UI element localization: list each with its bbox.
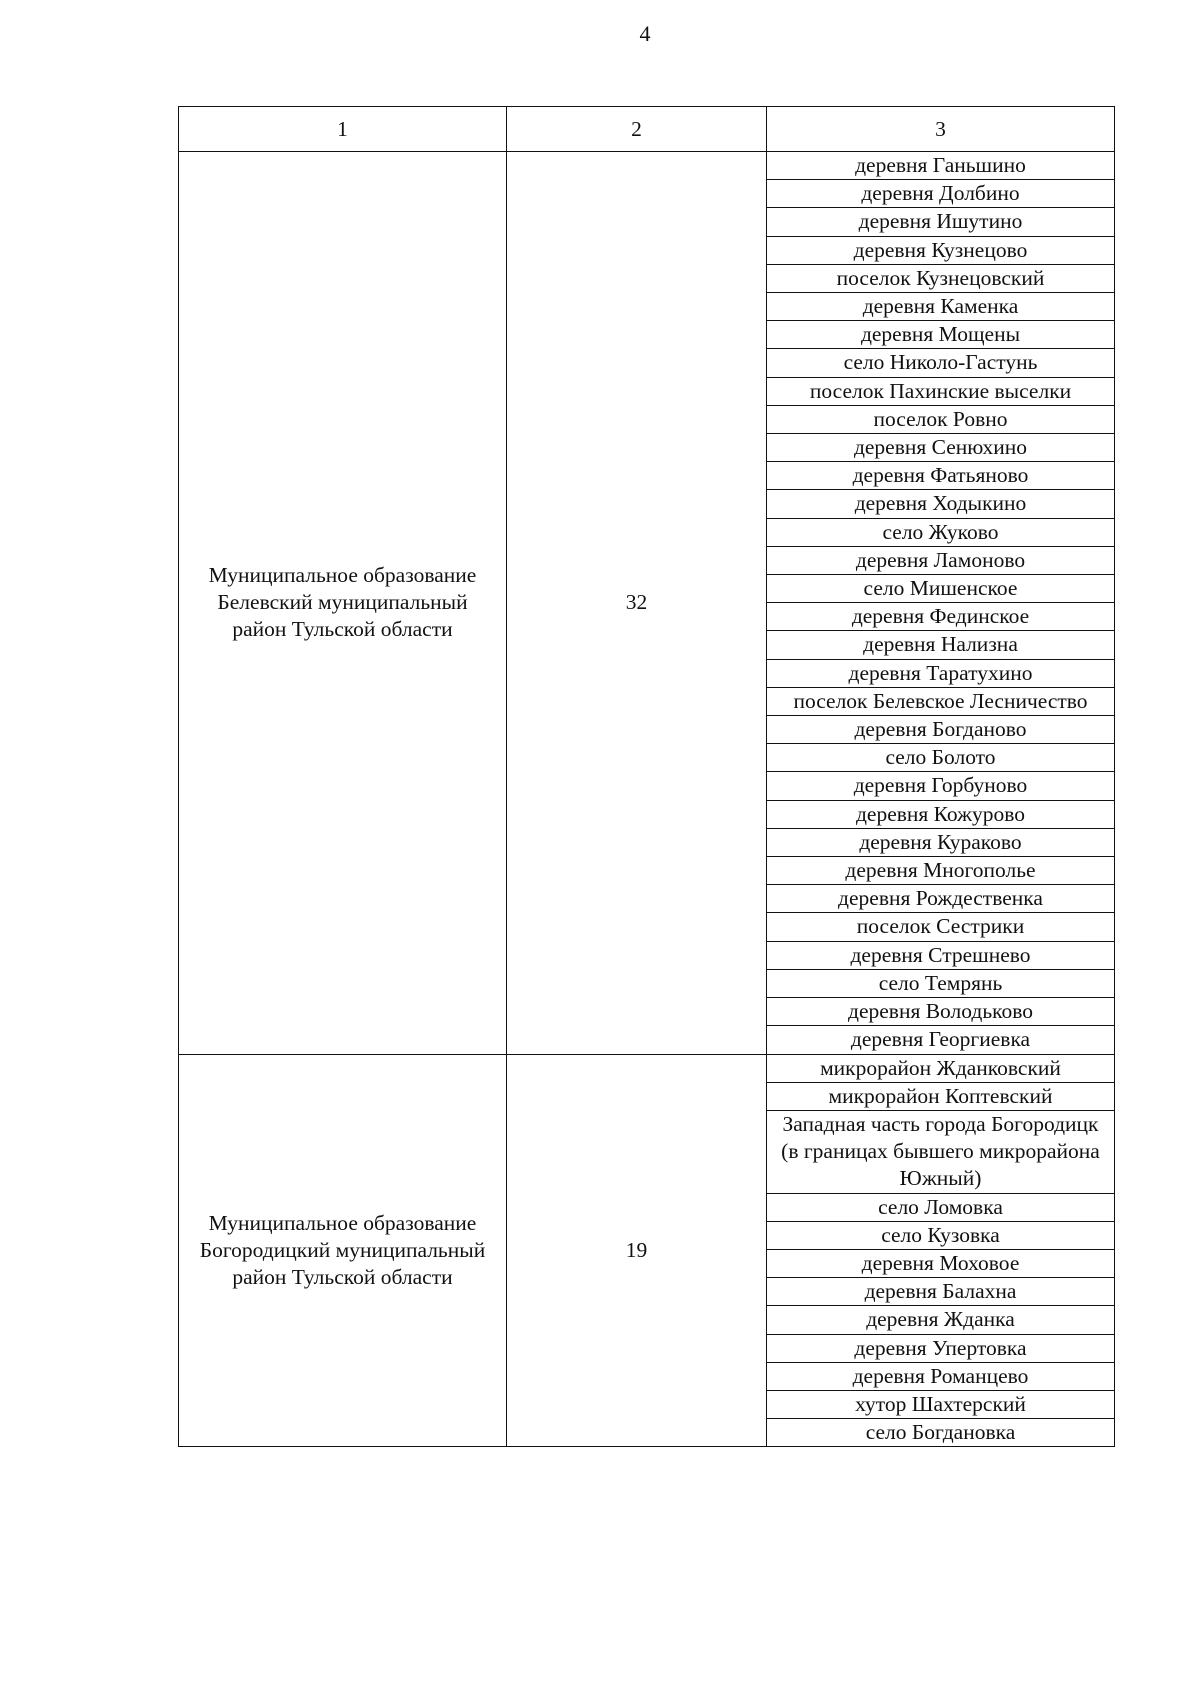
settlement-name: деревня Ходыкино: [854, 491, 1027, 516]
settlement-name: деревня Долбино: [861, 181, 1020, 206]
settlement-cell: [767, 434, 1115, 462]
settlement-name: деревня Сенюхино: [853, 435, 1028, 460]
page-number: 4: [639, 21, 651, 46]
settlement-cell: [767, 941, 1115, 969]
settlement-name: поселок Кузнецовский: [836, 265, 1045, 290]
settlement-cell: [767, 490, 1115, 518]
settlement-cell: [767, 998, 1115, 1026]
settlement-cell: [767, 1221, 1115, 1249]
settlement-cell: [767, 716, 1115, 744]
settlement-cell: [767, 377, 1115, 405]
settlement-name: село Ломовка: [878, 1194, 1003, 1219]
settlement-name: деревня Богданово: [854, 717, 1027, 742]
settlement-name: деревня Таратухино: [848, 660, 1033, 685]
settlement-count: 32: [507, 152, 767, 1055]
settlement-cell: [767, 208, 1115, 236]
settlement-cell: [767, 885, 1115, 913]
settlement-cell: [767, 349, 1115, 377]
header-col-2: 2: [507, 107, 767, 152]
settlement-cell: [767, 969, 1115, 997]
settlement-name: деревня Ламоново: [855, 547, 1026, 572]
settlement-name: деревня Моховое: [861, 1250, 1020, 1275]
settlement-name: деревня Многополье: [845, 858, 1036, 883]
settlement-name: деревня Кузнецово: [853, 237, 1028, 262]
settlement-cell: [767, 321, 1115, 349]
settlement-name: деревня Кураково: [859, 829, 1022, 854]
settlement-cell: [767, 800, 1115, 828]
settlement-name: деревня Фединское: [851, 604, 1030, 629]
settlement-name: деревня Нализна: [863, 632, 1018, 657]
settlement-name: деревня Упертовка: [854, 1335, 1027, 1360]
settlement-name: село Кузовка: [881, 1222, 1000, 1247]
settlement-name: деревня Ишутино: [858, 209, 1023, 234]
settlement-cell: [767, 913, 1115, 941]
settlement-cell: [767, 1390, 1115, 1418]
settlement-cell: [767, 518, 1115, 546]
settlement-count: 19: [507, 1054, 767, 1447]
settlement-name: село Николо-Гастунь: [843, 350, 1038, 375]
settlement-cell: [767, 180, 1115, 208]
settlement-cell: [767, 659, 1115, 687]
settlement-name: село Богдановка: [865, 1420, 1016, 1445]
settlement-cell: [767, 1278, 1115, 1306]
settlement-cell: [767, 1082, 1115, 1110]
table-body: [179, 107, 1115, 1447]
settlements-table: [178, 106, 1115, 1447]
settlement-cell: [767, 1193, 1115, 1221]
settlement-cell: [767, 1054, 1115, 1082]
settlement-name: поселок Белевское Лесничество: [793, 688, 1088, 713]
settlement-name: деревня Володьково: [848, 999, 1033, 1024]
settlement-cell: [767, 293, 1115, 321]
settlement-cell: [767, 1362, 1115, 1390]
settlement-cell: [767, 828, 1115, 856]
settlement-cell: [767, 687, 1115, 715]
settlement-cell: [767, 546, 1115, 574]
settlement-name: поселок Сестрики: [856, 914, 1025, 939]
settlement-cell: [767, 603, 1115, 631]
settlement-name: деревня Кожурово: [855, 801, 1026, 826]
settlement-cell: [767, 1419, 1115, 1447]
settlement-name: деревня Романцево: [852, 1363, 1029, 1388]
settlement-name: деревня Ганьшино: [855, 153, 1026, 177]
settlement-name: село Жуково: [882, 519, 999, 544]
header-col-1: 1: [179, 107, 507, 152]
settlement-name: микрорайон Жданковский: [820, 1055, 1061, 1080]
settlement-cell: [767, 631, 1115, 659]
table-header-row: [179, 107, 1115, 152]
settlement-name: деревня Каменка: [862, 294, 1019, 319]
settlement-name: деревня Стрешнево: [850, 942, 1031, 967]
settlement-name: деревня Горбуново: [853, 773, 1028, 798]
header-col-3: 3: [767, 107, 1115, 152]
settlement-cell: [767, 1249, 1115, 1277]
municipality-name: Муниципальное образование Белевский муниципальный район Тульской области: [179, 152, 507, 1055]
settlement-cell: [767, 1306, 1115, 1334]
settlement-cell: [767, 264, 1115, 292]
settlement-name: деревня Жданка: [866, 1307, 1015, 1332]
settlement-name: хутор Шахтерский: [855, 1391, 1026, 1416]
settlement-cell: [767, 405, 1115, 433]
settlement-name: поселок Пахинские выселки: [809, 378, 1072, 403]
settlement-cell: [767, 462, 1115, 490]
settlement-name: деревня Георгиевка: [850, 1027, 1031, 1052]
settlement-name: село Болото: [885, 745, 996, 770]
settlement-cell: [767, 1110, 1115, 1193]
settlement-cell: [767, 772, 1115, 800]
settlement-cell: [767, 857, 1115, 885]
settlement-name: поселок Ровно: [873, 406, 1008, 431]
settlement-cell: [767, 1026, 1115, 1054]
settlement-name: микрорайон Коптевский: [828, 1083, 1053, 1108]
municipality-name: Муниципальное образование Богородицкий муниципальный район Тульской области: [179, 1054, 507, 1447]
settlement-name: Западная часть города Богородицк (в границах бывшего микрорайона Южный): [781, 1111, 1100, 1191]
settlement-cell: [767, 1334, 1115, 1362]
settlement-name: деревня Фатьяново: [852, 463, 1029, 488]
settlement-name: деревня Рождественка: [838, 886, 1043, 911]
settlement-name: деревня Мощены: [860, 322, 1021, 347]
table-row: [179, 1054, 1115, 1082]
settlement-name: деревня Балахна: [864, 1279, 1017, 1304]
settlement-name: село Темрянь: [878, 970, 1003, 995]
settlement-cell: [767, 236, 1115, 264]
settlement-cell: [767, 575, 1115, 603]
table-row: [179, 152, 1115, 180]
settlement-cell: [767, 152, 1115, 180]
settlement-name: село Мишенское: [863, 576, 1018, 601]
settlement-cell: [767, 744, 1115, 772]
